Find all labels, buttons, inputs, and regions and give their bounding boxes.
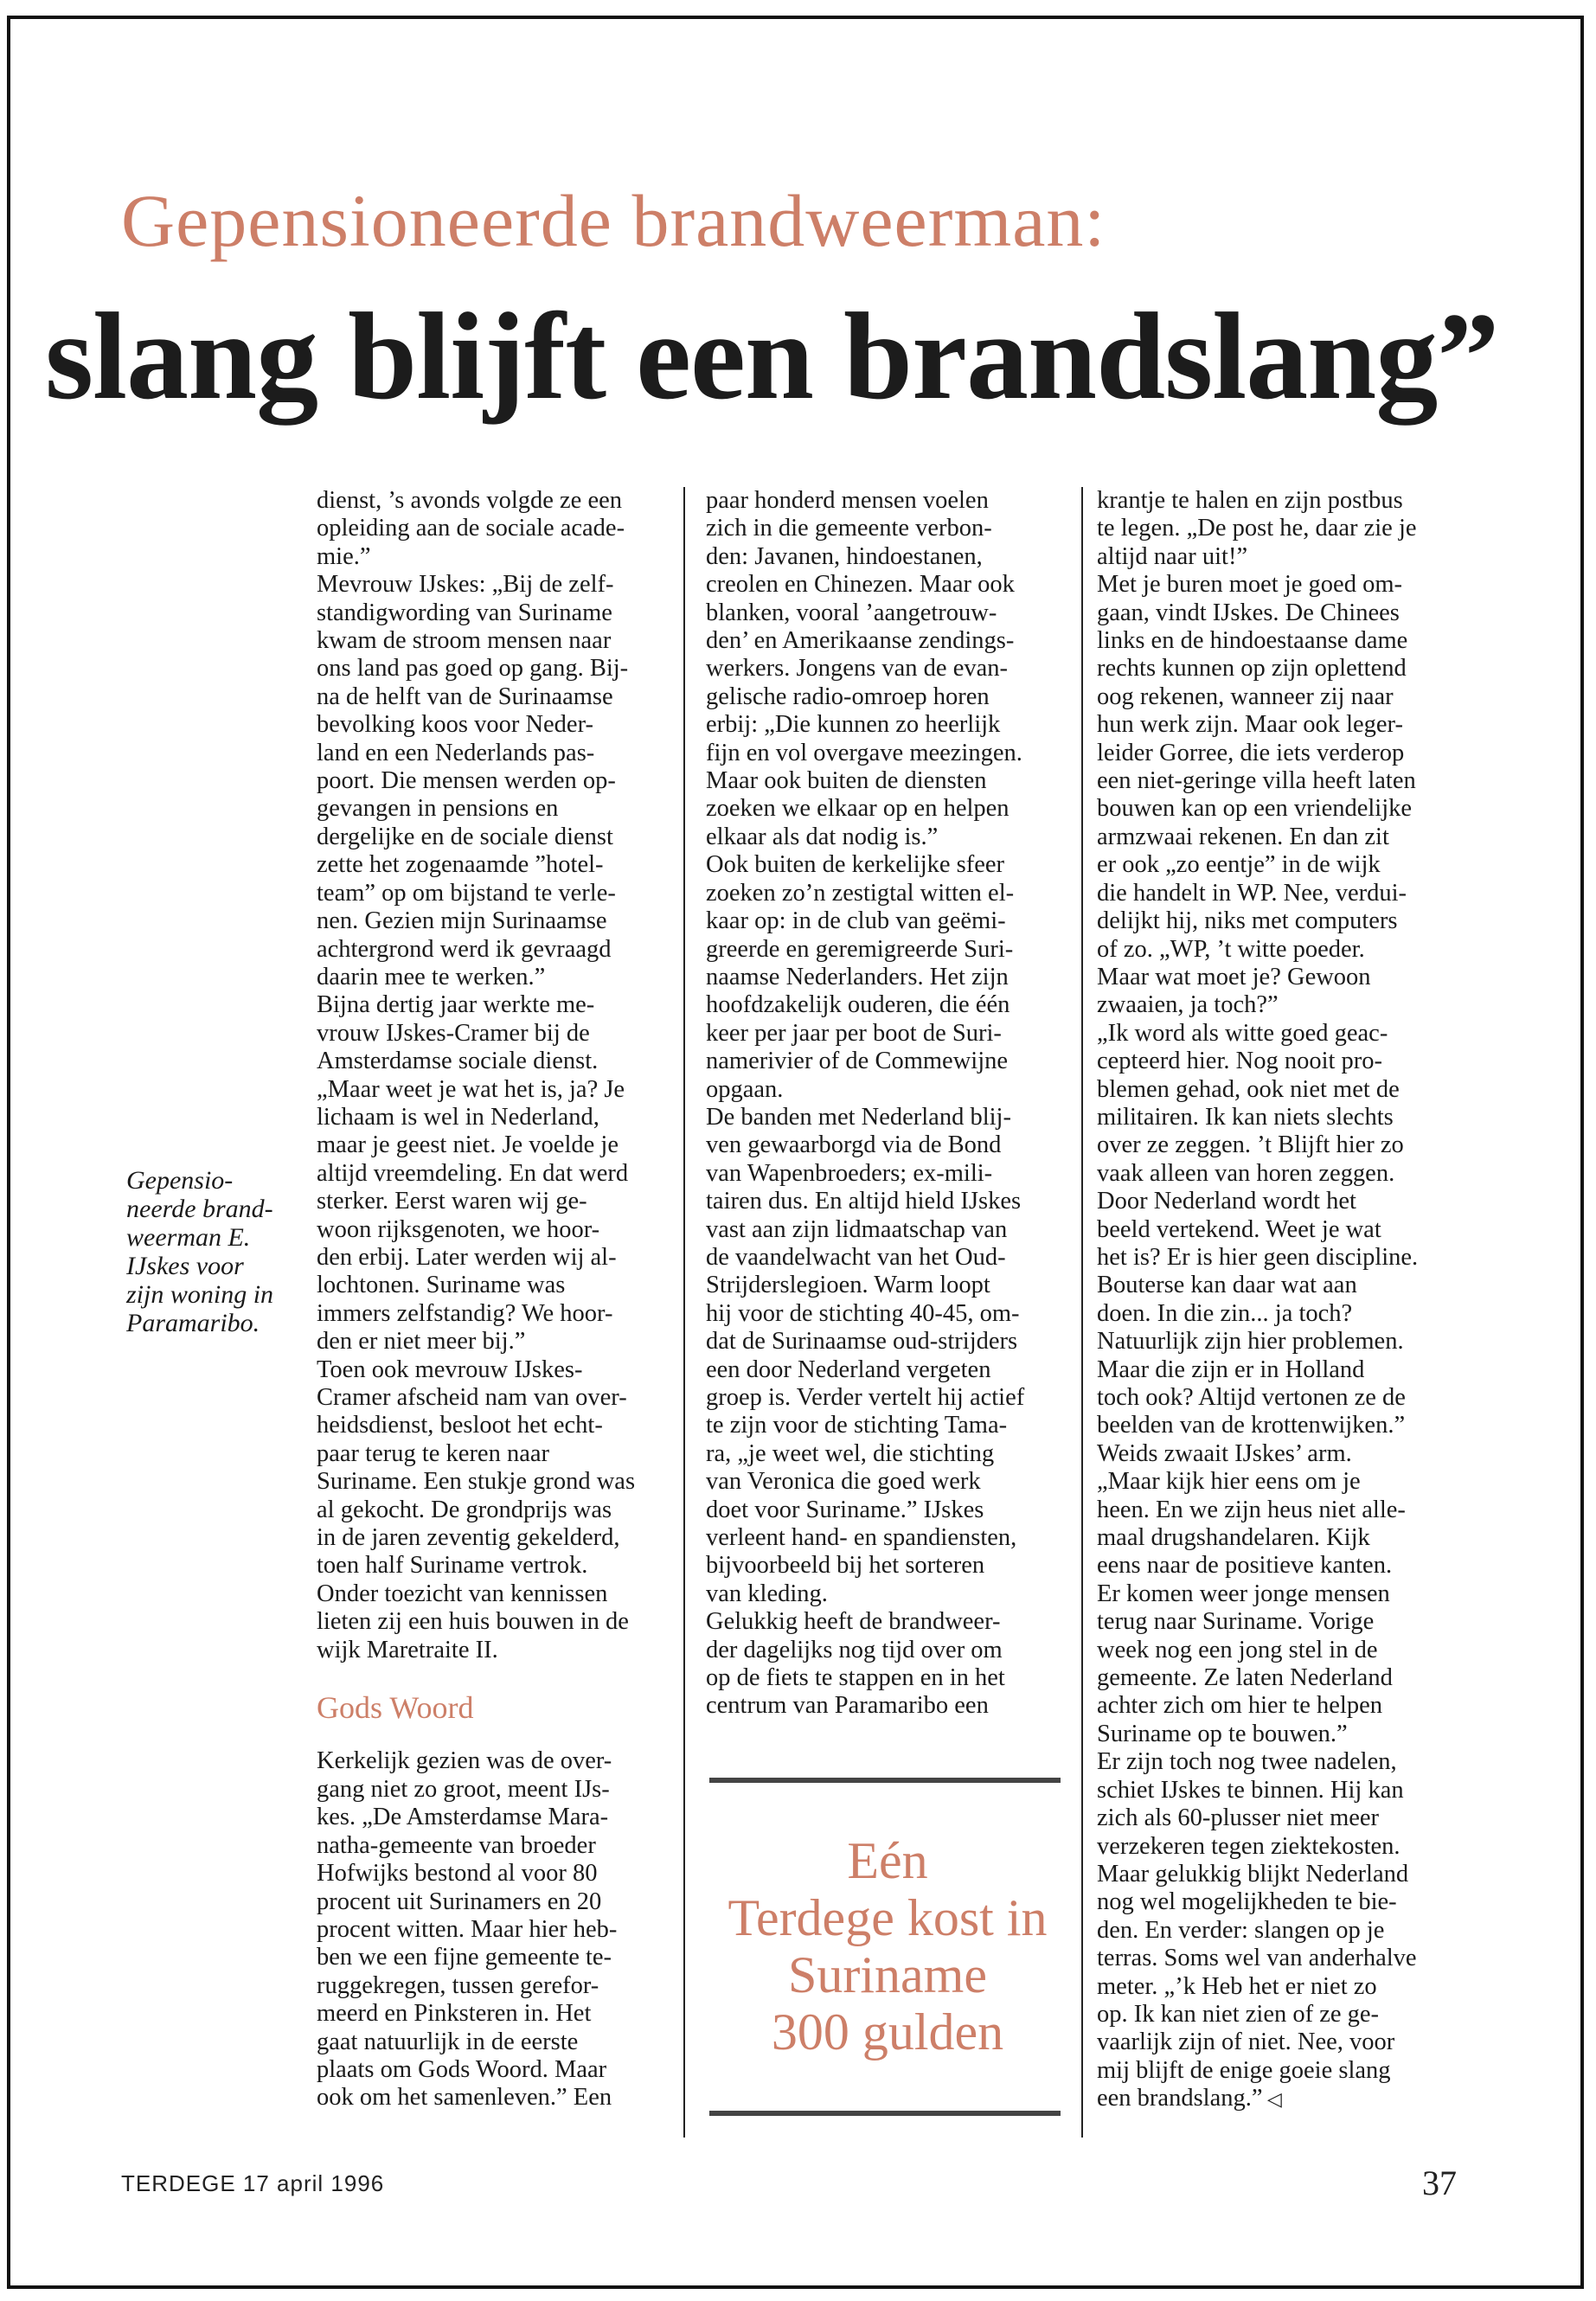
text-line: hij voor de stichting 40-45, om- — [706, 1299, 1020, 1327]
text-line: team” op om bijstand te verle- — [317, 879, 616, 907]
text-line: standigwording van Suriname — [317, 599, 612, 626]
text-line: te zijn voor de stichting Tama- — [706, 1412, 1008, 1439]
text-line: gaan, vindt IJskes. De Chinees — [1097, 599, 1400, 626]
text-line: sterker. Eerst waren wij ge- — [317, 1188, 587, 1215]
text-line: greerde en geremigreerde Suri- — [706, 935, 1014, 963]
text-line: den’ en Amerikaanse zendings- — [706, 627, 1015, 655]
text-line: zich in die gemeente verbon- — [706, 515, 992, 542]
column-1-text-after — [317, 1747, 671, 2112]
pullquote-line: Eén — [847, 1832, 928, 1889]
page-number: 37 — [1422, 2163, 1457, 2202]
text-line: vast aan zijn lidmaatschap van — [706, 1215, 1008, 1243]
text-line: op de fiets te stappen en in het — [706, 1664, 1005, 1692]
text-line: ruggekregen, tussen gerefor- — [317, 1971, 599, 1999]
text-line: heen. En we zijn heus niet alle- — [1097, 1496, 1406, 1523]
text-line: namerivier of de Commewijne — [706, 1048, 1009, 1075]
text-line: immers zelfstandig? We hoor- — [317, 1299, 613, 1327]
text-line: militairen. Ik kan niets slechts — [1097, 1103, 1394, 1131]
text-line: den: Javanen, hindoestanen, — [706, 542, 983, 570]
headline: slang blijft een brandslang” — [45, 288, 1499, 426]
column-rule — [1081, 487, 1083, 2138]
text-line: Door Nederland wordt het — [1097, 1188, 1356, 1215]
text-line: hun werk zijn. Maar ook leger- — [1097, 711, 1403, 739]
text-line: hoofdzakelijk ouderen, die één — [706, 991, 1010, 1019]
column-3-text — [1097, 487, 1460, 2114]
text-line: gelische radio-omroep horen — [706, 683, 990, 710]
text-line: ra, „je weet wel, die stichting — [706, 1439, 995, 1467]
text-line: gaat natuurlijk in de eerste — [317, 2028, 579, 2055]
text-line: het is? Er is hier geen discipline. — [1097, 1243, 1419, 1271]
text-line: meerd en Pinksteren in. Het — [317, 2000, 592, 2028]
text-line: Er zijn toch nog twee nadelen, — [1097, 1748, 1397, 1776]
text-line: een niet-geringe villa heeft laten — [1097, 767, 1416, 795]
text-line: na de helft van de Surinaamse — [317, 683, 613, 710]
text-line: „Maar weet je wat het is, ja? Je — [317, 1075, 625, 1103]
text-line: Maar wat moet je? Gewoon — [1097, 963, 1371, 990]
text-line: van kleding. — [706, 1580, 828, 1607]
text-line: zoeken we elkaar op en helpen — [706, 795, 1010, 823]
text-line: creolen en Chinezen. Maar ook — [706, 571, 1015, 599]
text-line: op. Ik kan niet zien of ze ge- — [1097, 2000, 1380, 2028]
text-line: in de jaren zeventig gekelderd, — [317, 1524, 620, 1552]
text-line: den. En verder: slangen op je — [1097, 1916, 1385, 1944]
text-line: procent witten. Maar hier heb- — [317, 1915, 618, 1943]
text-line: bevolking koos voor Neder- — [317, 711, 593, 739]
text-line: den er niet meer bij.” — [317, 1328, 526, 1356]
kicker-title: Gepensioneerde brandweerman: — [121, 179, 1106, 262]
text-line: verleent hand- en spandiensten, — [706, 1524, 1017, 1552]
text-line: „Maar kijk hier eens om je — [1097, 1468, 1361, 1496]
text-line: kes. „De Amsterdamse Mara- — [317, 1804, 609, 1831]
text-line: vaarlijk zijn of niet. Nee, voor — [1097, 2029, 1395, 2056]
text-line: Weids zwaait IJskes’ arm. — [1097, 1439, 1352, 1467]
text-line: achter zich om hier te helpen — [1097, 1692, 1382, 1720]
text-line: natha-gemeente van broeder — [317, 1831, 596, 1859]
text-line: maar je geest niet. Je voelde je — [317, 1131, 619, 1159]
text-line: week nog een jong stel in de — [1097, 1636, 1378, 1663]
caption-line: weerman E. — [126, 1223, 251, 1252]
text-line: eens naar de positieve kanten. — [1097, 1552, 1393, 1580]
text-line: procent uit Surinamers en 20 — [317, 1888, 602, 1915]
text-line: Suriname. Een stukje grond was — [317, 1468, 636, 1496]
text-line: mij blijft de enige goeie slang — [1097, 2056, 1391, 2084]
column-1-text — [317, 487, 671, 1664]
text-line: gevangen in pensions en — [317, 795, 559, 823]
text-line: Maar ook buiten de diensten — [706, 767, 987, 795]
text-line: cepteerd hier. Nog nooit pro- — [1097, 1048, 1383, 1075]
text-line: kwam de stroom mensen naar — [317, 627, 612, 655]
text-line: krantje te halen en zijn postbus — [1097, 487, 1403, 514]
text-line: toen half Suriname vertrok. — [317, 1552, 588, 1580]
caption-line: neerde brand- — [126, 1195, 273, 1223]
text-line: Kerkelijk gezien was de over- — [317, 1747, 612, 1775]
text-line: altijd vreemdeling. En dat werd — [317, 1159, 629, 1187]
text-line: wijk Maretraite II. — [317, 1636, 498, 1663]
text-line: den erbij. Later werden wij al- — [317, 1243, 617, 1271]
text-line: lochtonen. Suriname was — [317, 1272, 566, 1299]
text-line: Met je buren moet je goed om- — [1097, 571, 1402, 599]
text-line: van Wapenbroeders; ex-mili- — [706, 1159, 993, 1187]
text-line: nen. Gezien mijn Surinaamse — [317, 907, 607, 935]
text-line: toch ook? Altijd vertonen ze de — [1097, 1384, 1406, 1411]
text-line: dienst, ’s avonds volgde ze een — [317, 487, 622, 514]
text-line: opgaan. — [706, 1075, 784, 1103]
text-line: Natuurlijk zijn hier problemen. — [1097, 1328, 1404, 1356]
text-line: ben we een fijne gemeente te- — [317, 1944, 612, 1971]
text-line: dat de Surinaamse oud-strijders — [706, 1328, 1018, 1356]
text-line: doet voor Suriname.” IJskes — [706, 1496, 984, 1523]
text-line: Bijna dertig jaar werkte me- — [317, 991, 595, 1019]
text-line: een door Nederland vergeten — [706, 1356, 991, 1383]
pullquote-line: 300 gulden — [771, 2003, 1004, 2061]
text-line: van Veronica die goed werk — [706, 1468, 981, 1496]
text-line: of zo. „WP, ’t witte poeder. — [1097, 935, 1365, 963]
text-line: terras. Soms wel van anderhalve — [1097, 1945, 1417, 1972]
column-rule — [683, 487, 685, 2138]
text-line: zoeken zo’n zestigtal witten el- — [706, 879, 1015, 907]
text-line: meter. „’k Heb het er niet zo — [1097, 1972, 1377, 2000]
text-line: beeld vertekend. Weet je wat — [1097, 1215, 1381, 1243]
text-line: lieten zij een huis bouwen in de — [317, 1608, 629, 1636]
text-line: blemen gehad, ook niet met de — [1097, 1075, 1400, 1103]
text-line: de vaandelwacht van het Oud- — [706, 1243, 1006, 1271]
text-line: heidsdienst, besloot het echt- — [317, 1412, 603, 1439]
text-line: rechts kunnen op zijn oplettend — [1097, 655, 1407, 683]
text-line: ven gewaarborgd via de Bond — [706, 1131, 1002, 1159]
pullquote-rule-bottom — [709, 2111, 1061, 2116]
text-line: werkers. Jongens van de evan- — [706, 655, 1008, 683]
text-line: groep is. Verder vertelt hij actief — [706, 1384, 1025, 1411]
text-line: zette het zogenaamde ”hotel- — [317, 851, 604, 879]
caption-line: IJskes voor — [126, 1252, 244, 1280]
pullquote-line: Terdege kost in — [727, 1889, 1048, 1946]
text-line: Suriname op te bouwen.” — [1097, 1720, 1348, 1747]
text-line: naamse Nederlanders. Het zijn — [706, 963, 1009, 990]
text-line: tairen dus. En altijd hield IJskes — [706, 1188, 1022, 1215]
text-line: De banden met Nederland blij- — [706, 1103, 1011, 1131]
text-line: erbij: „Die kunnen zo heerlijk — [706, 711, 1001, 739]
text-line: zich als 60-plusser niet meer — [1097, 1804, 1380, 1832]
text-line: beelden van de krottenwijken.” — [1097, 1412, 1406, 1439]
text-line: vrouw IJskes-Cramer bij de — [317, 1019, 590, 1047]
text-line: Mevrouw IJskes: „Bij de zelf- — [317, 571, 614, 599]
text-line: verzekeren tegen ziektekosten. — [1097, 1832, 1401, 1860]
text-line: die handelt in WP. Nee, verdui- — [1097, 879, 1407, 907]
text-line: nog wel mogelijkheden te bie- — [1097, 1888, 1397, 1916]
pullquote-line: Suriname — [788, 1946, 987, 2003]
text-line: lichaam is wel in Nederland, — [317, 1103, 599, 1131]
text-line: altijd naar uit!” — [1097, 542, 1248, 570]
text-line: paar honderd mensen voelen — [706, 487, 989, 514]
text-line: delijkt hij, niks met computers — [1097, 907, 1398, 935]
text-line: elkaar als dat nodig is.” — [706, 823, 939, 850]
text-line: al gekocht. De grondprijs was — [317, 1496, 612, 1523]
text-line: dergelijke en de sociale dienst — [317, 823, 613, 850]
text-line: Maar die zijn er in Holland — [1097, 1356, 1365, 1383]
text-line: een brandslang.” ◁ — [1097, 2085, 1282, 2112]
text-line: opleiding aan de sociale acade- — [317, 515, 625, 542]
text-line: daarin mee te werken.” — [317, 963, 546, 990]
text-line: leider Gorree, die iets verderop — [1097, 739, 1405, 766]
text-line: vaak alleen van horen zeggen. — [1097, 1159, 1395, 1187]
text-line: Toen ook mevrouw IJskes- — [317, 1356, 583, 1383]
text-line: ook om het samenleven.” Een — [317, 2084, 612, 2112]
section-subhead: Gods Woord — [317, 1690, 474, 1726]
article-column-2 — [706, 487, 1069, 1721]
publication-footer: TERDEGE 17 april 1996 — [121, 2170, 385, 2196]
text-line: Maar gelukkig blijkt Nederland — [1097, 1860, 1409, 1888]
text-line: Strijderslegioen. Warm loopt — [706, 1272, 990, 1299]
text-line: bouwen kan op een vriendelijke — [1097, 795, 1413, 823]
text-line: Amsterdamse sociale dienst. — [317, 1048, 599, 1075]
text-line: gang niet zo groot, meent IJs- — [317, 1775, 610, 1803]
text-line: ons land pas goed op gang. Bij- — [317, 655, 629, 683]
text-line: maal drugshandelaren. Kijk — [1097, 1524, 1370, 1552]
text-line: woon rijksgenoten, we hoor- — [317, 1215, 600, 1243]
text-line: land en een Nederlands pas- — [317, 739, 595, 766]
text-line: armzwaai rekenen. En dan zit — [1097, 823, 1389, 850]
pullquote — [706, 1832, 1069, 2061]
text-line: mie.” — [317, 542, 371, 570]
text-line: Bouterse kan daar wat aan — [1097, 1272, 1357, 1299]
text-line: paar terug te keren naar — [317, 1439, 549, 1467]
text-line: centrum van Paramaribo een — [706, 1692, 989, 1720]
text-line: bijvoorbeeld bij het sorteren — [706, 1552, 985, 1580]
text-line: doen. In die zin... ja toch? — [1097, 1299, 1353, 1327]
text-line: fijn en vol overgave meezingen. — [706, 739, 1022, 766]
column-2-text — [706, 487, 1069, 1721]
text-line: Er komen weer jonge mensen — [1097, 1580, 1390, 1607]
article-column-3 — [1097, 487, 1460, 2114]
text-line: oog rekenen, wanneer zij naar — [1097, 683, 1394, 710]
text-line: terug naar Suriname. Vorige — [1097, 1608, 1375, 1636]
text-line: zwaaien, ja toch?” — [1097, 991, 1279, 1019]
text-line: Hofwijks bestond al voor 80 — [317, 1860, 598, 1888]
caption-line: Gepensio- — [126, 1166, 234, 1195]
text-line: plaats om Gods Woord. Maar — [317, 2055, 607, 2083]
text-line: keer per jaar per boot de Suri- — [706, 1019, 1002, 1047]
text-line: gemeente. Ze laten Nederland — [1097, 1664, 1393, 1692]
caption-line: Paramaribo. — [126, 1309, 260, 1337]
text-line: links en de hindoestaanse dame — [1097, 627, 1408, 655]
text-line: over ze zeggen. ’t Blijft hier zo — [1097, 1131, 1404, 1159]
end-of-article-icon: ◁ — [1262, 2088, 1282, 2111]
text-line: er ook „zo eentje” in de wijk — [1097, 851, 1381, 879]
text-line: Cramer afscheid nam van over- — [317, 1384, 627, 1411]
text-line: poort. Die mensen werden op- — [317, 767, 616, 795]
text-line: achtergrond werd ik gevraagd — [317, 935, 612, 963]
text-line: blanken, vooral ’aangetrouw- — [706, 599, 997, 626]
photo-caption — [126, 1166, 299, 1337]
pullquote-rule-top — [709, 1778, 1061, 1783]
text-line: schiet IJskes te binnen. Hij kan — [1097, 1776, 1404, 1804]
text-line: Gelukkig heeft de brandweer- — [706, 1608, 1001, 1636]
text-line: „Ik word als witte goed geac- — [1097, 1019, 1388, 1047]
caption-line: zijn woning in — [126, 1280, 274, 1309]
text-line: der dagelijks nog tijd over om — [706, 1636, 1003, 1663]
text-line: Ook buiten de kerkelijke sfeer — [706, 851, 1005, 879]
text-line: te legen. „De post he, daar zie je — [1097, 515, 1417, 542]
article-column-1 — [317, 487, 671, 2112]
text-line: Onder toezicht van kennissen — [317, 1580, 608, 1607]
text-line: kaar op: in de club van geëmi- — [706, 907, 1006, 935]
